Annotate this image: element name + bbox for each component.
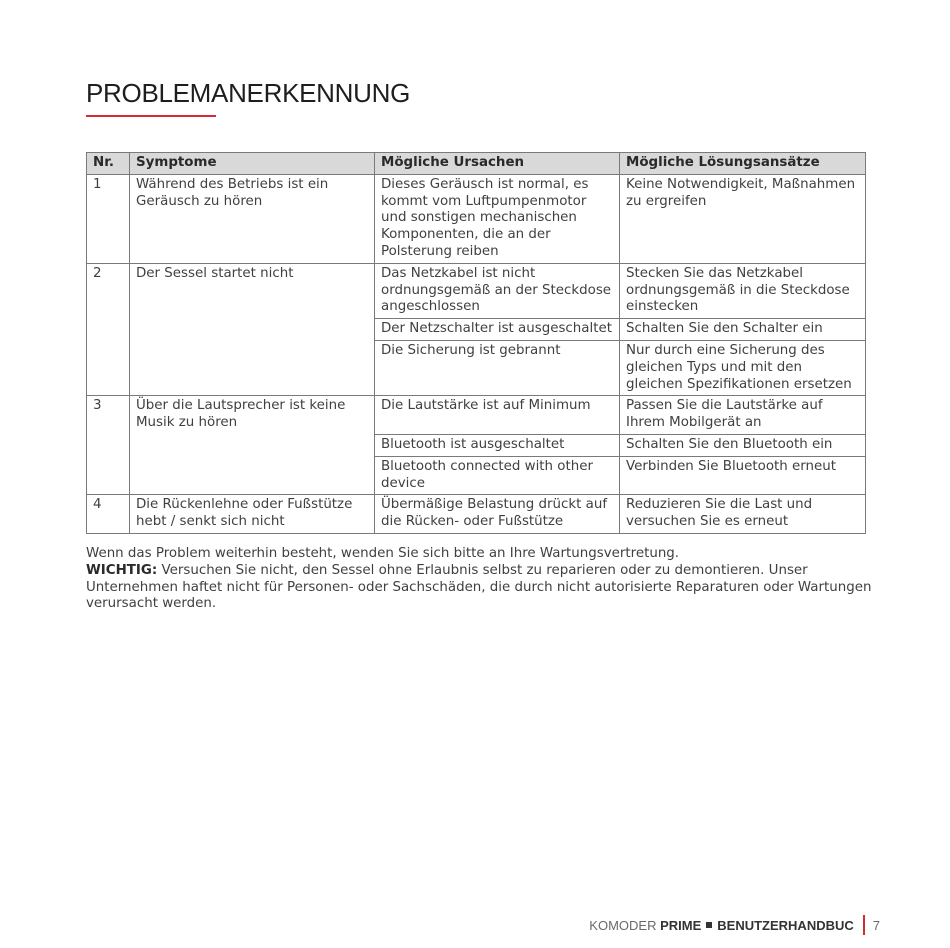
table-row: [87, 263, 866, 318]
footer-product: PRIME: [660, 917, 702, 933]
table-row: [87, 396, 866, 435]
cause-cell: Bluetooth ist ausgeschaltet: [375, 434, 620, 456]
column-header-nr: Nr.: [87, 153, 130, 175]
page-footer: [589, 915, 880, 935]
footer-brand: KOMODER: [589, 917, 657, 933]
symptom-cell: Während des Betriebs ist ein Geräusch zu hören: [130, 174, 375, 263]
solution-cell: Schalten Sie den Schalter ein: [620, 319, 866, 341]
cause-cell: Dieses Geräusch ist normal, es kommt vom Luftpumpenmotor und sonstigen mechanischen Komponenten, die an der Polsterung reiben: [375, 174, 620, 263]
footer-divider: [863, 915, 865, 935]
row-number: 1: [87, 174, 130, 263]
cause-cell: Der Netzschalter ist ausgeschaltet: [375, 319, 620, 341]
cause-cell: Die Sicherung ist gebrannt: [375, 340, 620, 395]
troubleshooting-table: [86, 152, 866, 534]
cause-cell: Die Lautstärke ist auf Minimum: [375, 396, 620, 435]
column-header-causes: Mögliche Ursachen: [375, 153, 620, 175]
row-number: 2: [87, 263, 130, 396]
symptom-cell: Der Sessel startet nicht: [130, 263, 375, 396]
table-header-row: [87, 153, 866, 175]
footer-manual-title: BENUTZERHANDBUC: [717, 917, 854, 933]
cause-cell: Übermäßige Belastung drückt auf die Rücken- oder Fußstütze: [375, 495, 620, 534]
row-number: 4: [87, 495, 130, 534]
important-label: WICHTIG:: [86, 562, 158, 578]
page-number: 7: [872, 917, 880, 933]
notes-section: [86, 546, 876, 613]
solution-cell: Stecken Sie das Netzkabel ordnungsgemäß in die Steckdose einstecken: [620, 263, 866, 318]
solution-cell: Nur durch eine Sicherung des gleichen Typs und mit den gleichen Spezifikationen ersetzen: [620, 340, 866, 395]
cause-cell: Bluetooth connected with other device: [375, 456, 620, 495]
table-row: [87, 174, 866, 263]
important-note: [86, 563, 876, 613]
table-row: [87, 495, 866, 534]
solution-cell: Keine Notwendigkeit, Maßnahmen zu ergreifen: [620, 174, 866, 263]
page-title: PROBLEMANERKENNUNG: [86, 78, 410, 108]
cause-cell: Das Netzkabel ist nicht ordnungsgemäß an der Steckdose angeschlossen: [375, 263, 620, 318]
solution-cell: Verbinden Sie Bluetooth erneut: [620, 456, 866, 495]
column-header-symptoms: Symptome: [130, 153, 375, 175]
title-underline: [86, 115, 216, 117]
column-header-solutions: Mögliche Lösungsansätze: [620, 153, 866, 175]
solution-cell: Schalten Sie den Bluetooth ein: [620, 434, 866, 456]
solution-cell: Reduzieren Sie die Last und versuchen Sie es erneut: [620, 495, 866, 534]
important-text: Versuchen Sie nicht, den Sessel ohne Erlaubnis selbst zu reparieren oder zu demontieren. Unser Unternehmen haftet nicht für Personen- oder Sachschäden, die durch nicht autorisierte Reparaturen oder Wartungen verursacht werden.: [86, 562, 872, 612]
square-bullet-icon: [706, 922, 712, 928]
symptom-cell: Die Rückenlehne oder Fußstütze hebt / senkt sich nicht: [130, 495, 375, 534]
support-note: Wenn das Problem weiterhin besteht, wenden Sie sich bitte an Ihre Wartungsvertretung.: [86, 546, 680, 561]
symptom-cell: Über die Lautsprecher ist keine Musik zu hören: [130, 396, 375, 495]
row-number: 3: [87, 396, 130, 495]
solution-cell: Passen Sie die Lautstärke auf Ihrem Mobilgerät an: [620, 396, 866, 435]
